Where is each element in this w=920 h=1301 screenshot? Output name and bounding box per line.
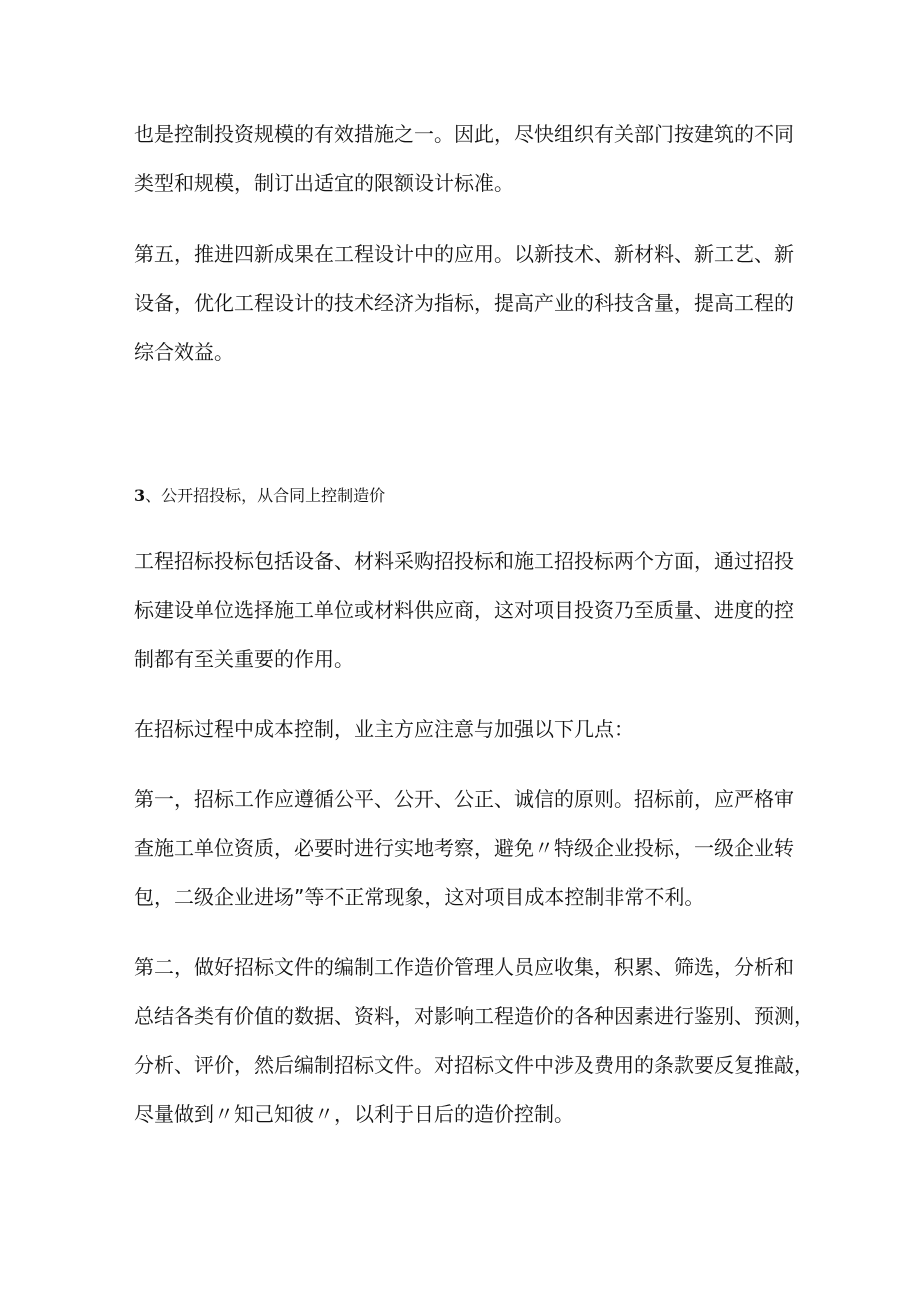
paragraph-line: 工程招标投标包括设备、材料采购招投标和施工招投标两个方面，通过招投 xyxy=(134,549,794,573)
paragraph-line: 制都有至关重要的作用。 xyxy=(134,647,354,671)
section-title: 、公开招投标，从合同上控制造价 xyxy=(145,486,386,505)
paragraph-line: 尽量做到〃知己知彼〃，以利于日后的造价控制。 xyxy=(134,1102,574,1126)
paragraph-line: 查施工单位资质，必要时进行实地考察，避免〃特级企业投标，一级企业转 xyxy=(134,836,794,860)
paragraph-line: 第五，推进四新成果在工程设计中的应用。以新技术、新材料、新工艺、新 xyxy=(134,242,794,266)
paragraph-line: 在招标过程中成本控制，业主方应注意与加强以下几点： xyxy=(134,717,634,741)
paragraph-line: 设备，优化工程设计的技术经济为指标，提高产业的科技含量，提高工程的 xyxy=(134,291,794,315)
paragraph-line: 第二，做好招标文件的编制工作造价管理人员应收集，积累、筛选，分析和 xyxy=(134,955,794,979)
section-number: 3 xyxy=(134,486,146,505)
paragraph-line: 标建设单位选择施工单位或材料供应商，这对项目投资乃至质量、进度的控 xyxy=(134,598,794,622)
paragraph-line: 包，二级企业进场”等不正常现象，这对项目成本控制非常不利。 xyxy=(134,885,705,909)
paragraph-line: 总结各类有价值的数据、资料，对影响工程造价的各种因素进行鉴别、预测， xyxy=(134,1004,814,1028)
paragraph-line: 综合效益。 xyxy=(134,340,234,364)
paragraph-line: 分析、评价，然后编制招标文件。对招标文件中涉及费用的条款要反复推敲， xyxy=(134,1053,814,1077)
paragraph-line: 类型和规模，制订出适宜的限额设计标准。 xyxy=(134,171,514,195)
paragraph-line: 也是控制投资规模的有效措施之一。因此，尽快组织有关部门按建筑的不同 xyxy=(134,122,794,146)
section-heading xyxy=(134,486,385,506)
paragraph-line: 第一，招标工作应遵循公平、公开、公正、诚信的原则。招标前，应严格审 xyxy=(134,787,794,811)
